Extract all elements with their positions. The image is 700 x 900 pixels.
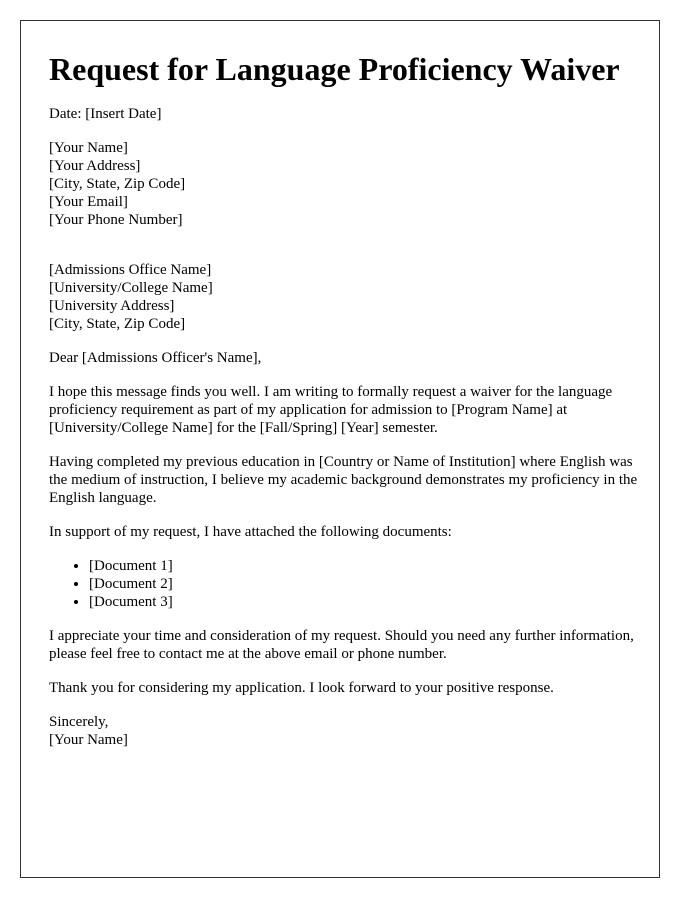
sender-city-state-zip: [City, State, Zip Code] [49,176,186,192]
recipient-address: [University Address] [49,298,175,314]
sender-name: [Your Name] [49,140,128,156]
list-item: • [Document 1] [89,557,639,575]
signoff: Sincerely, [49,714,109,730]
signature-name: [Your Name] [49,732,128,748]
closing-paragraph: I appreciate your time and consideration of my request. Should you need any further information, please feel free to contact me at the above email or phone number. [49,628,634,662]
signature-block [49,713,639,749]
letter-title: Request for Language Proficiency Waiver [49,51,620,87]
recipient-city-state-zip: [City, State, Zip Code] [49,316,186,332]
body-paragraph: I hope this message finds you well. I am writing to formally request a waiver for the language proficiency requirement as part of my application for admission to [Program Name] at [University/College Name] for the [Fall/Spring] [Year] semester. [49,384,613,436]
body-paragraph: In support of my request, I have attached the following documents: [49,524,452,540]
letter-page [20,20,660,878]
recipient-university: [University/College Name] [49,280,213,296]
sender-phone: [Your Phone Number] [49,212,183,228]
recipient-address-block [49,261,639,333]
body-paragraph: Having completed my previous education in [Country or Name of Institution] where English was the medium of instruction, I believe my academic background demonstrates my proficiency in the English language. [49,454,638,506]
closing-paragraph: Thank you for considering my application. I look forward to your positive response. [49,680,554,696]
sender-email: [Your Email] [49,194,128,210]
sender-address: [Your Address] [49,158,141,174]
documents-list [49,557,639,611]
letter-content [49,49,639,749]
salutation: Dear [Admissions Officer's Name], [49,350,262,366]
recipient-office: [Admissions Office Name] [49,262,212,278]
letter-date: Date: [Insert Date] [49,106,162,122]
list-item: • [Document 3] [89,593,639,611]
list-item: • [Document 2] [89,575,639,593]
